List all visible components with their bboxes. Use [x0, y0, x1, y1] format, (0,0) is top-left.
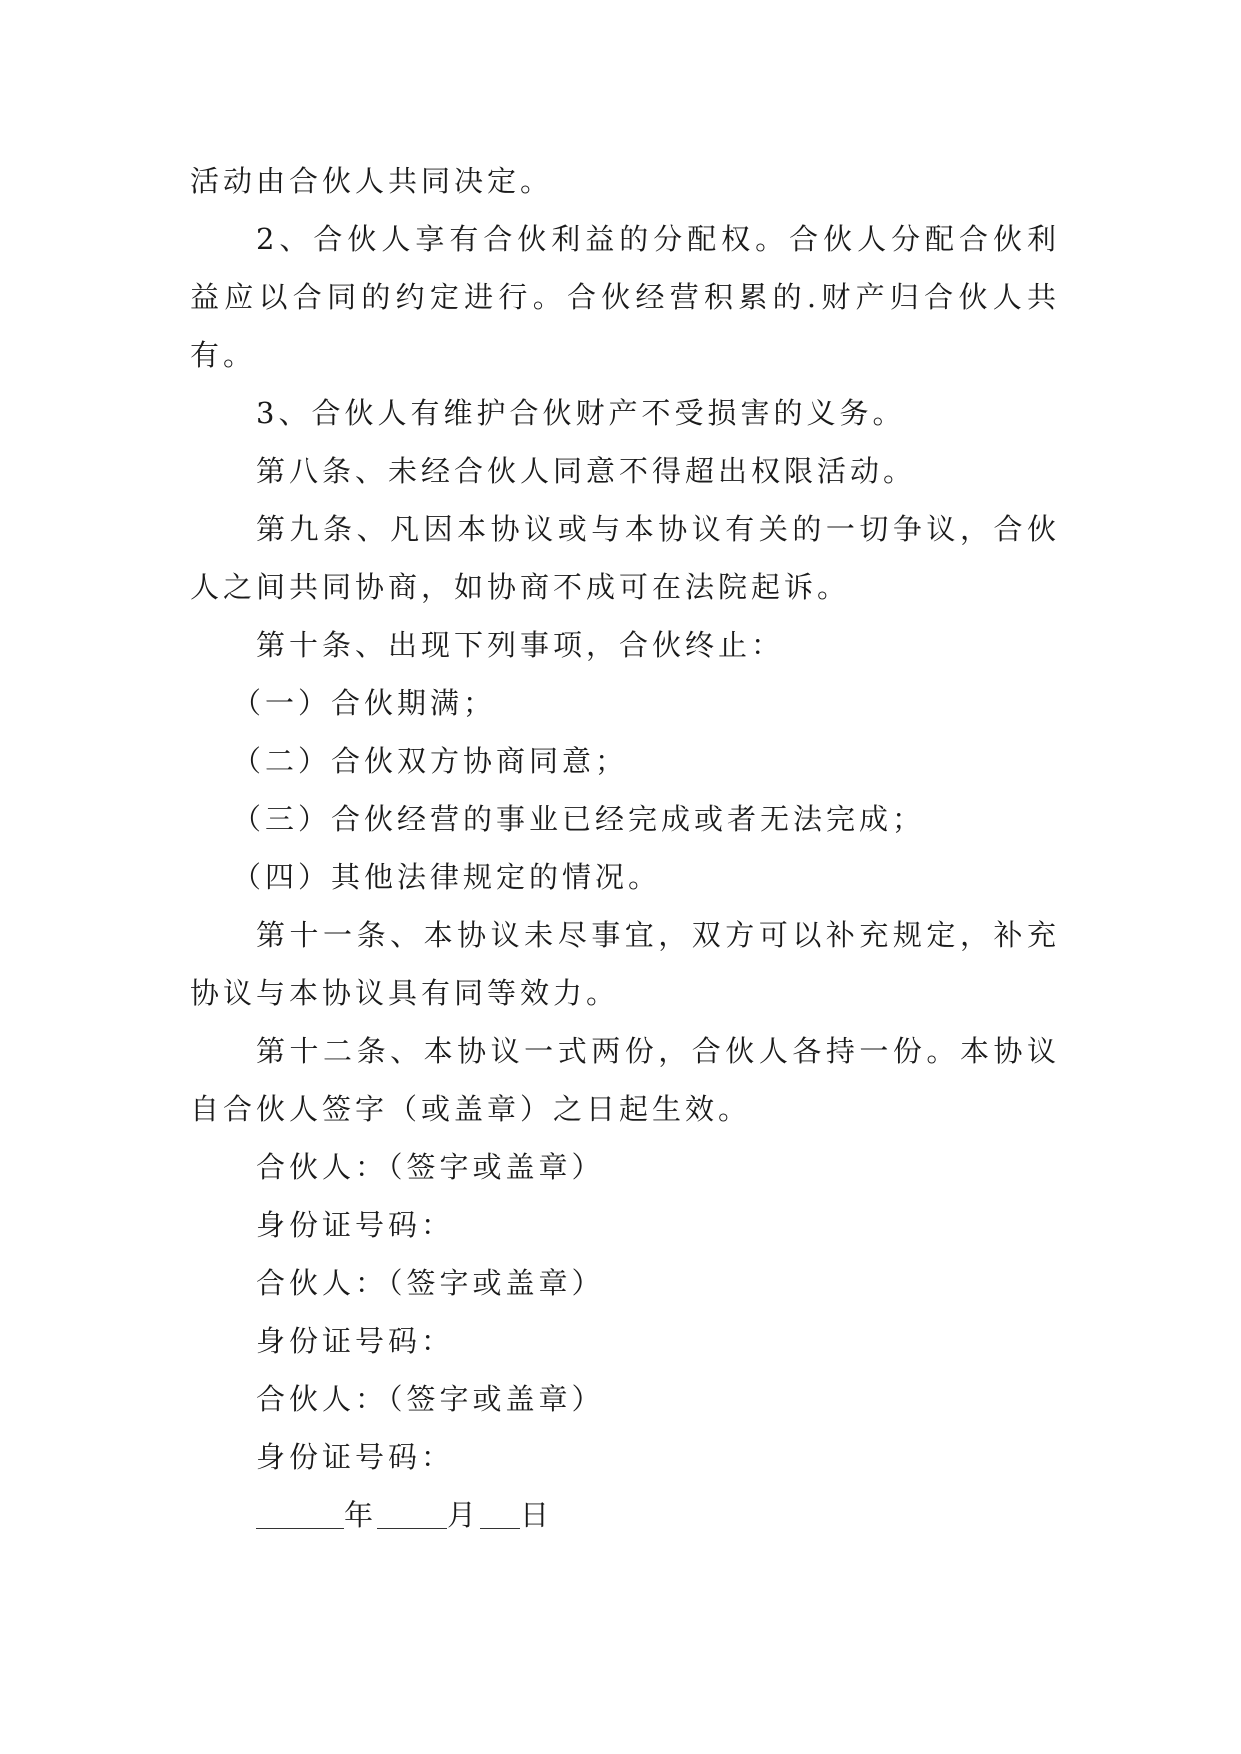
list-item: （四）其他法律规定的情况。 [232, 860, 662, 894]
paragraph: 3、合伙人有维护合伙财产不受损害的义务。 [256, 396, 906, 430]
article-8: 第八条、未经合伙人同意不得超出权限活动。 [256, 454, 917, 488]
article-10: 第十条、出现下列事项，合伙终止： [256, 628, 785, 662]
month-blank [377, 1498, 447, 1529]
list-item: （二）合伙双方协商同意； [232, 744, 629, 778]
partner-signature-line: 合伙人：（签字或盖章） [256, 1382, 605, 1416]
list-item: （三）合伙经营的事业已经完成或者无法完成； [232, 802, 926, 836]
partner-signature-line: 合伙人：（签字或盖章） [256, 1266, 605, 1300]
partner-signature-line: 合伙人：（签字或盖章） [256, 1150, 605, 1184]
paragraph: 2、合伙人享有合伙利益的分配权。合伙人分配合伙利益应以合同的约定进行。合伙经营积累的.财产归合伙人共有。 [190, 222, 1060, 372]
year-blank [256, 1498, 344, 1529]
day-label: 日 [520, 1498, 554, 1532]
article-9: 第九条、凡因本协议或与本协议有关的一切争议，合伙人之间共同协商，如协商不成可在法院起诉。 [190, 512, 1060, 604]
list-item: （一）合伙期满； [232, 686, 497, 720]
id-number-line: 身份证号码： [256, 1440, 455, 1474]
article-12: 第十二条、本协议一式两份，合伙人各持一份。本协议自合伙人签字（或盖章）之日起生效。 [190, 1034, 1060, 1126]
id-number-line: 身份证号码： [256, 1208, 455, 1242]
id-number-line: 身份证号码： [256, 1324, 455, 1358]
paragraph: 活动由合伙人共同决定。 [190, 164, 554, 198]
day-blank [480, 1498, 520, 1529]
article-11: 第十一条、本协议未尽事宜，双方可以补充规定，补充协议与本协议具有同等效力。 [190, 918, 1060, 1010]
month-label: 月 [447, 1498, 481, 1532]
date-line [190, 1486, 1060, 1544]
year-label: 年 [344, 1498, 378, 1532]
document-page [190, 152, 1060, 1544]
